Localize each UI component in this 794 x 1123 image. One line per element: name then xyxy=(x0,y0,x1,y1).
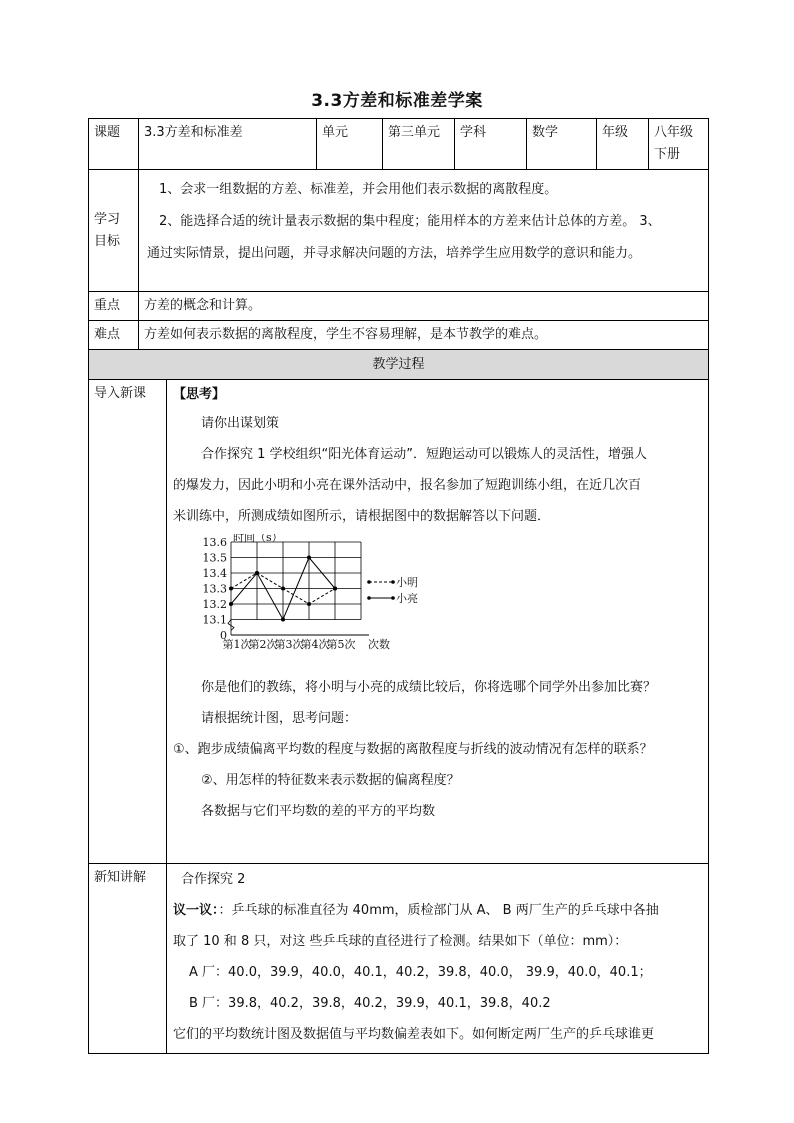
y-tick-label: 13.3 xyxy=(202,582,227,596)
unit-label: 单元 xyxy=(317,119,383,170)
intro-q5: 各数据与它们平均数的差的平方的平均数 xyxy=(201,804,436,819)
new-p3: 它们的平均数统计图及数据值与平均数偏差表如下。如何断定两厂生产的乒乓球谁更 xyxy=(173,1027,655,1042)
legend-label: 小亮 xyxy=(396,592,418,605)
factory-a-data: A 厂：40.0，39.9，40.0，40.1，40.2，39.8，40.0， 39.9，40.0，40.1； xyxy=(189,965,652,980)
legend-marker xyxy=(391,596,395,600)
discuss-label: 议一议： xyxy=(173,903,219,918)
data-point xyxy=(229,587,233,591)
goals-content xyxy=(139,170,709,292)
process-header: 教学过程 xyxy=(89,350,709,380)
new-label: 新知讲解 xyxy=(89,864,167,1054)
intro-p1: 请你出谋划策 xyxy=(201,416,280,431)
intro-content xyxy=(167,380,709,864)
y-axis-label: 时间（s） xyxy=(233,534,283,544)
y-tick-label: 13.5 xyxy=(202,551,227,565)
x-tick-label: 第4次 xyxy=(300,638,330,651)
intro-p2c: 米训练中，所测成绩如图所示，请根据图中的数据解答以下问题． xyxy=(173,509,551,524)
x-tick-label: 第1次 xyxy=(222,638,252,651)
y-tick-label: 13.1 xyxy=(202,613,227,627)
topic-value: 3.3方差和标准差 xyxy=(139,119,317,170)
legend-marker xyxy=(367,596,371,600)
subject-value: 数学 xyxy=(527,119,597,170)
page-title: 3.3方差和标准差学案 xyxy=(311,91,483,111)
goal-line-1: 1、会求一组数据的方差、标准差，并会用他们表示数据的离散程度。 xyxy=(159,182,558,197)
x-tick-label: 第5次 xyxy=(326,638,356,651)
y-tick-label: 13.4 xyxy=(202,567,227,580)
new-content xyxy=(167,864,709,1054)
grade-label: 年级 xyxy=(597,119,649,170)
y-tick-label: 13.6 xyxy=(202,536,227,549)
new-p1: ：乒乓球的标准直径为 40mm，质检部门从 A、 B 两厂生产的乒乓球中各抽 xyxy=(218,903,659,918)
intro-p2b: 的爆发力，因此小明和小亮在课外活动中，报名参加了短跑训练小组，在近几次百 xyxy=(173,478,642,493)
legend-label: 小明 xyxy=(396,576,418,589)
score-line-chart xyxy=(201,534,441,660)
key-label: 重点 xyxy=(89,292,139,321)
data-point xyxy=(307,556,311,560)
y-tick-label: 13.2 xyxy=(202,598,227,611)
unit-value: 第三单元 xyxy=(383,119,455,170)
intro-q1: 你是他们的教练，将小明与小亮的成绩比较后，你将选哪个同学外出参加比赛？ xyxy=(201,680,657,695)
goal-line-3: 通过实际情景，提出问题，并寻求解决问题的方法，培养学生应用数学的意识和能力。 xyxy=(147,246,642,261)
legend-marker xyxy=(367,580,371,584)
think-heading: 【思考】 xyxy=(173,387,226,402)
y-tick-label: 0 xyxy=(220,629,227,642)
intro-q2: 请根据统计图，思考问题： xyxy=(201,711,358,726)
factory-b-data: B 厂：39.8，40.2，39.8，40.2，39.9，40.1，39.8，40.2 xyxy=(189,996,551,1011)
intro-p2a: 合作探究 1 学校组织“阳光体育运动”．短跑运动可以锻炼人的灵活性，增强人 xyxy=(201,447,648,462)
chart-container xyxy=(173,534,702,668)
goals-label: 学习目标 xyxy=(89,170,139,292)
difficult-label: 难点 xyxy=(89,321,139,350)
intro-q3: ①、跑步成绩偏离平均数的程度与数据的离散程度与折线的波动情况有怎样的联系？ xyxy=(173,742,653,757)
data-point xyxy=(281,618,285,622)
topic-label: 课题 xyxy=(89,119,139,170)
difficult-value: 方差如何表示数据的离散程度，学生不容易理解，是本节教学的难点。 xyxy=(139,321,709,350)
data-point xyxy=(255,571,259,575)
goal-line-2: 2、能选择合适的统计量表示数据的集中程度；能用样本的方差来估计总体的方差。 3、 xyxy=(159,214,661,229)
x-tick-label: 第2次 xyxy=(248,638,278,651)
subject-label: 学科 xyxy=(455,119,527,170)
intro-q4: ②、用怎样的特征数来表示数据的偏离程度？ xyxy=(201,773,460,788)
new-heading: 合作探究 2 xyxy=(181,872,246,887)
data-point xyxy=(333,587,337,591)
data-point xyxy=(281,587,285,591)
grade-value: 八年级下册 xyxy=(649,119,709,170)
lesson-table xyxy=(88,118,709,1054)
data-point xyxy=(307,602,311,606)
x-tick-label: 第3次 xyxy=(274,638,304,651)
key-value: 方差的概念和计算。 xyxy=(139,292,709,321)
intro-label: 导入新课 xyxy=(89,380,167,864)
x-axis-label: 次数 xyxy=(368,638,390,651)
data-point xyxy=(229,602,233,606)
new-p2: 取了 10 和 8 只，对这 些乒乓球的直径进行了检测。结果如下（单位：mm）： xyxy=(173,934,628,949)
legend-marker xyxy=(391,580,395,584)
